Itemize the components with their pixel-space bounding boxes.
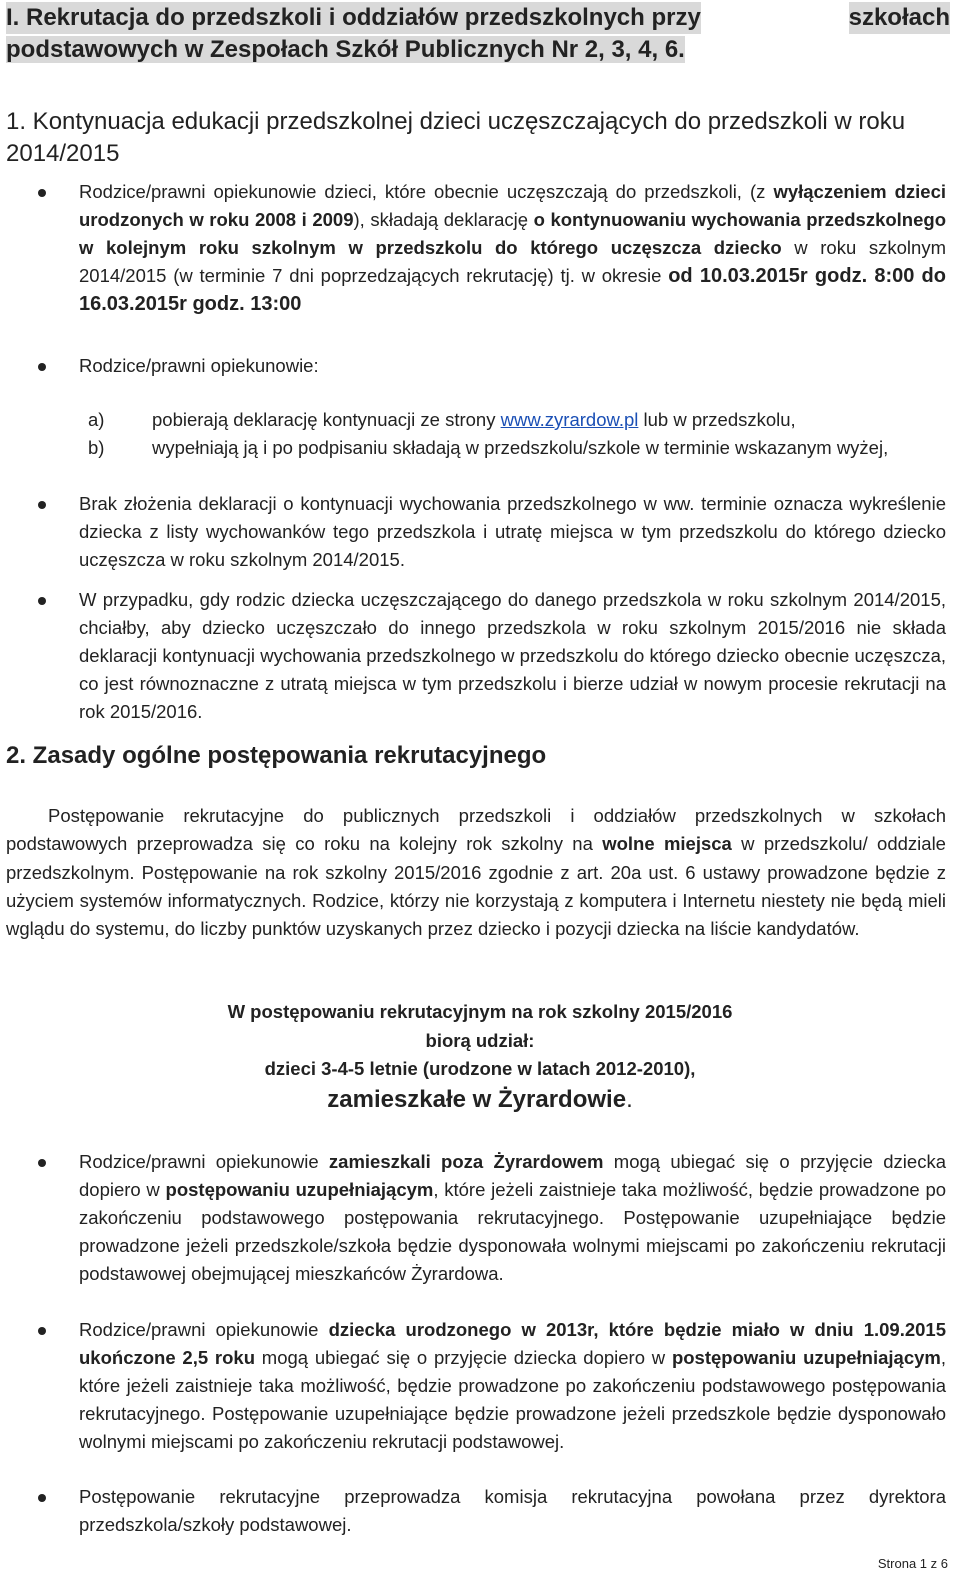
text-span: w przedszkolu/ oddziale przedszkolnym. Postępowanie na rok szkolny 2015/2016 zgodnie z art. 20a ust. 6 ustawy prowadzone będzie z użyciem systemów informatycznych. Rodzice, którzy nie korzystają z komputera i Internetu niestety nie będą mieli wglądu do systemu, do liczby punktów uzyskanych przez dziecko i pozycji dziecka na liście kandydatów. <box>6 833 946 940</box>
bold-span: postępowaniu uzupełniającym <box>671 1347 941 1368</box>
text-span: pobierają deklarację kontynuacji ze strony <box>152 409 501 430</box>
list-item <box>38 1316 946 1486</box>
page-total: 6 <box>940 1556 948 1571</box>
sub-item-b <box>88 434 946 494</box>
list-item <box>38 490 946 580</box>
text-span: lub w przedszkolu, <box>638 409 796 430</box>
notice-line: W postępowaniu rekrutacyjnym na rok szkolny 2015/2016 <box>227 1001 733 1022</box>
bullet-text <box>79 178 946 318</box>
section-I-line1-left: I. Rekrutacja do przedszkoli i oddziałów przedszkolnych przy <box>6 2 701 34</box>
sub-label: b) <box>88 437 105 458</box>
section-I-line2: podstawowych w Zespołach Szkół Publicznych Nr 2, 3, 4, 6. <box>6 36 685 63</box>
text-span: w roku szkolnym 2014/2015 (w terminie 7 dni poprzedzających rekrutację) tj. w okresie <box>79 237 946 286</box>
website-link[interactable]: www.zyrardow.pl <box>500 409 639 430</box>
text-span: mogą ubiegać się o przyjęcie dziecka dopiero w <box>79 1151 946 1200</box>
text-span: ), składają deklarację <box>353 209 534 230</box>
text-span: , które jeżeli zaistnieje taka możliwość, będzie prowadzone po zakończeniu podstawowego postępowania rekrutacyjnego. Postępowanie uzupełniające będzie prowadzone jeżeli przedszkole/szkoła będzie dysponowała wolnymi miejscami po zakończeniu rekrutacji podstawowej obejmującej mieszkańców Żyrardowa. <box>79 1179 947 1284</box>
notice-line <box>0 1086 960 1116</box>
page-current: 1 <box>919 1556 928 1571</box>
notice-line: dzieci 3-4-5 letnie (urodzone w latach 2012-2010), <box>264 1058 696 1079</box>
section-I-line1-right: szkołach <box>849 2 950 34</box>
sub-text: wypełniają ją i po podpisaniu składają w przedszkolu/szkole w terminie wskazanym wyżej, <box>152 437 889 458</box>
sub-item-a <box>88 406 946 436</box>
notice-emphasis: zamieszkałe w Żyrardowie <box>327 1085 627 1113</box>
page-number <box>878 1556 948 1571</box>
bullet-text: Brak złożenia deklaracji o kontynuacji wychowania przedszkolnego w ww. terminie oznacza wykreślenie dziecka z listy wychowanków tego przedszkola i utratę miejsca w tym przedszkolu do którego dziecko uczęszcza w roku szkolnym 2014/2015. <box>79 493 946 570</box>
section-2-paragraph <box>6 802 946 943</box>
bullet-icon <box>38 189 46 197</box>
section-2-heading: 2. Zasady ogólne postępowania rekrutacyjnego <box>6 742 547 769</box>
text-span: Rodzice/prawni opiekunowie <box>79 1151 329 1172</box>
bullet-icon <box>38 1494 46 1502</box>
section-I-title <box>6 2 950 66</box>
bullet-icon <box>38 501 46 509</box>
page-label: Strona <box>877 1556 920 1571</box>
list-item <box>38 586 946 731</box>
text-span: Rodzice/prawni opiekunowie dzieci, które obecnie uczęszczają do przedszkoli, (z <box>79 181 774 202</box>
bullet-text: W przypadku, gdy rodzic dziecka uczęszczającego do danego przedszkola w roku szkolnym 2014/2015, chciałby, aby dziecko uczęszczało do innego przedszkola w roku szkolnym 2015/2016 nie składa deklaracji kontynuacji wychowania przedszkolnego w przedszkolu do którego dziecko obecnie uczęszcza, co jest równoznaczne z utratą miejsca w tym przedszkolu i bierze udział w nowym procesie rekrutacji na rok 2015/2016. <box>79 589 946 722</box>
list-item <box>38 352 946 382</box>
bold-span: zamieszkali poza Żyrardowem <box>328 1151 604 1172</box>
bold-span: wyłączeniem dzieci urodzonych w roku 2008 i 2009 <box>79 181 946 230</box>
section-1-heading: 1. Kontynuacja edukacji przedszkolnej dzieci uczęszczających do przedszkoli w roku 2014/2015 <box>6 108 906 167</box>
date-range: od 10.03.2015r godz. 8:00 do 16.03.2015r godz. 13:00 <box>79 265 946 315</box>
text-span: Rodzice/prawni opiekunowie <box>79 1319 329 1340</box>
bullet-text <box>79 1148 946 1288</box>
bullet-text: Rodzice/prawni opiekunowie: <box>79 355 319 376</box>
bold-span: dziecka urodzonego w 2013r, które będzie miało w dniu 1.09.2015 ukończone 2,5 roku <box>79 1319 947 1368</box>
notice-line: biorą udział: <box>425 1029 535 1051</box>
sub-text <box>152 406 946 434</box>
bold-span: o kontynuowaniu wychowania przedszkolnego w kolejnym roku szkolnym w przedszkolu do którego uczęszcza dziecko <box>79 209 946 258</box>
text-span: mogą ubiegać się o przyjęcie dziecka dopiero w <box>255 1347 672 1368</box>
bullet-icon <box>38 363 46 371</box>
bullet-icon <box>38 1159 46 1167</box>
list-item <box>38 178 946 328</box>
centered-notice <box>0 998 960 1115</box>
list-item <box>38 1483 946 1543</box>
bullet-icon <box>38 597 46 605</box>
bold-span: wolne miejsca <box>602 833 732 855</box>
sub-label: a) <box>88 409 105 430</box>
notice-dot: . <box>626 1085 633 1113</box>
text-span: , które jeżeli zaistnieje taka możliwość, będzie prowadzone po zakończeniu podstawowego postępowania rekrutacyjnego. Postępowanie uzupełniające będzie prowadzone jeżeli przedszkole będzie dysponowało wolnymi miejscami po zakończeniu rekrutacji podstawowej. <box>79 1347 947 1452</box>
page-sep: z <box>927 1556 941 1571</box>
bold-span: postępowaniu uzupełniającym <box>165 1179 434 1200</box>
bullet-icon <box>38 1327 46 1335</box>
list-item <box>38 1148 946 1318</box>
text-span: Postępowanie rekrutacyjne do publicznych przedszkoli i oddziałów przedszkolnych w szkołach podstawowych przeprowadza się co roku na kolejny rok szkolny na <box>6 805 946 855</box>
bullet-text <box>79 1316 946 1456</box>
bullet-text: Postępowanie rekrutacyjne przeprowadza komisja rekrutacyjna powołana przez dyrektora przedszkola/szkoły podstawowej. <box>79 1486 946 1535</box>
